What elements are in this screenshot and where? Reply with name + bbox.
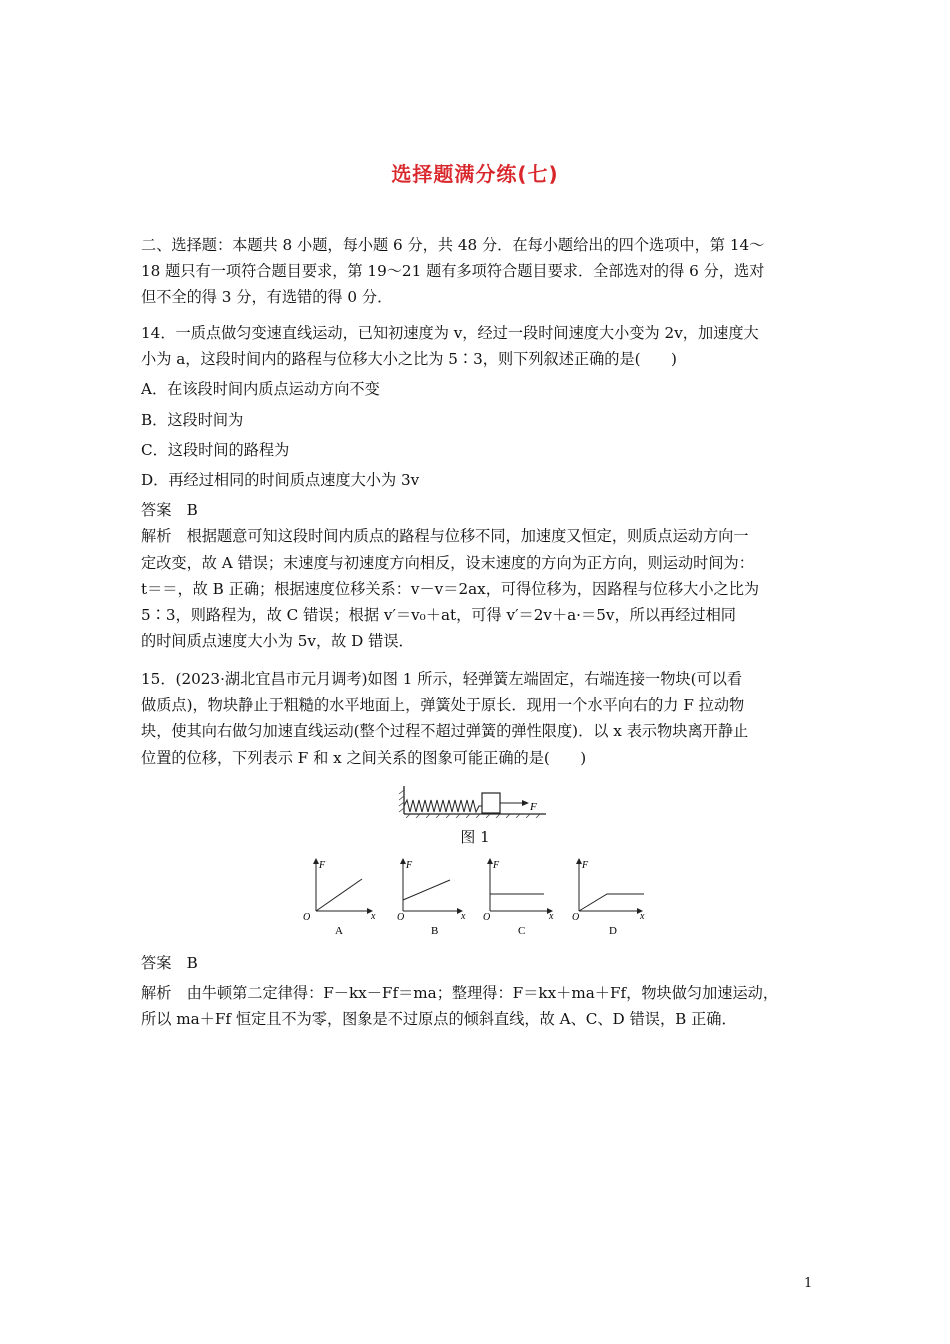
x-axis-label: x bbox=[640, 911, 645, 922]
graph-label-a: A bbox=[335, 925, 343, 937]
q15-stem-line: 位置的位移，下列表示 F 和 x 之间关系的图象可能正确的是( ) bbox=[141, 748, 587, 767]
origin-label: O bbox=[303, 912, 311, 923]
text-line: 18 题只有一项符合题目要求，第 19～21 题有多项符合题目要求．全部选对的得 6 分，选对 bbox=[141, 262, 765, 281]
section-intro bbox=[141, 232, 813, 311]
y-axis-label: F bbox=[582, 860, 589, 871]
graph-label-d: D bbox=[609, 925, 617, 937]
text-line: 但不全的得 3 分，有选错的得 0 分． bbox=[141, 288, 393, 307]
x-axis-label: x bbox=[549, 911, 554, 922]
q15-analysis-line: 解析 由牛顿第二定律得：F－kx－Ff＝ma；整理得：F＝kx＋ma＋Ff，物块做匀加速运动， bbox=[141, 984, 779, 1003]
q15-answer: 答案 B bbox=[141, 954, 198, 972]
origin-label: O bbox=[572, 912, 580, 923]
q14-stem-line: 小为 a，这段时间内的路程与位移大小之比为 5∶3，则下列叙述正确的是( ) bbox=[141, 350, 677, 369]
graph-label-b: B bbox=[431, 925, 439, 937]
x-axis-label: x bbox=[461, 911, 466, 922]
q15-analysis-line: 所以 ma＋Ff 恒定且不为零，图象是不过原点的倾斜直线，故 A、C、D 错误，B 正确． bbox=[141, 1010, 737, 1029]
graph-a bbox=[303, 859, 376, 937]
q15-stem-line: 做质点)，物块静止于粗糙的水平地面上，弹簧处于原长．现用一个水平向右的力 F 拉动物 bbox=[141, 696, 745, 715]
question-14 bbox=[141, 320, 813, 654]
q14-analysis-line: 解析 根据题意可知这段时间内质点的路程与位移不同，加速度又恒定，则质点运动方向一 bbox=[141, 527, 749, 546]
question-15 bbox=[141, 666, 813, 771]
q14-analysis-line: t＝＝，故 B 正确；根据速度位移关系：v－v＝2ax，可得位移为，因路程与位移大小之比为 bbox=[141, 579, 760, 598]
page-number: 1 bbox=[804, 1276, 813, 1291]
question-15-solution bbox=[141, 950, 813, 1033]
graph-options bbox=[300, 853, 660, 943]
q14-analysis-line: 的时间质点速度大小为 5v，故 D 错误． bbox=[141, 632, 414, 651]
q15-stem-line: 块，使其向右做匀加速直线运动(整个过程不超过弹簧的弹性限度)．以 x 表示物块离开静止 bbox=[141, 722, 749, 741]
y-axis-label: F bbox=[406, 860, 413, 871]
q14-option-b: B．这段时间为 bbox=[141, 410, 244, 429]
q14-analysis-line: 5∶3，则路程为，故 C 错误；根据 v′＝v₀＋at，可得 v′＝2v＋a·＝5v，所以再经过相同 bbox=[141, 606, 736, 625]
q15-stem-line: 15．(2023·湖北宜昌市元月调考)如图 1 所示，轻弹簧左端固定，右端连接一物块(可以看 bbox=[141, 670, 743, 688]
force-label: F bbox=[530, 801, 537, 813]
graph-c bbox=[483, 859, 554, 937]
figure-caption: 图 1 bbox=[460, 828, 490, 846]
q14-option-a: A．在该段时间内质点运动方向不变 bbox=[141, 380, 380, 399]
q14-analysis-line: 定改变，故 A 错误；末速度与初速度方向相反，设末速度的方向为正方向，则运动时间为： bbox=[141, 553, 754, 572]
text-line: 二、选择题：本题共 8 小题，每小题 6 分，共 48 分．在每小题给出的四个选项中，第 14～ bbox=[141, 236, 765, 254]
graph-label-c: C bbox=[518, 925, 526, 937]
page-title: 选择题满分练(七) bbox=[391, 162, 559, 186]
q14-answer: 答案 B bbox=[141, 501, 198, 520]
origin-label: O bbox=[397, 912, 405, 923]
graph-d bbox=[572, 859, 645, 937]
graph-b bbox=[397, 859, 466, 937]
q14-stem-line: 14．一质点做匀变速直线运动，已知初速度为 v，经过一段时间速度大小变为 2v，加速度大 bbox=[141, 324, 759, 342]
origin-label: O bbox=[483, 912, 491, 923]
x-axis-label: x bbox=[371, 911, 376, 922]
y-axis-label: F bbox=[319, 860, 326, 871]
spring-block-figure bbox=[398, 784, 552, 818]
q14-option-d: D．再经过相同的时间质点速度大小为 3v bbox=[141, 471, 420, 490]
y-axis-label: F bbox=[493, 860, 500, 871]
q14-option-c: C．这段时间的路程为 bbox=[141, 440, 290, 459]
